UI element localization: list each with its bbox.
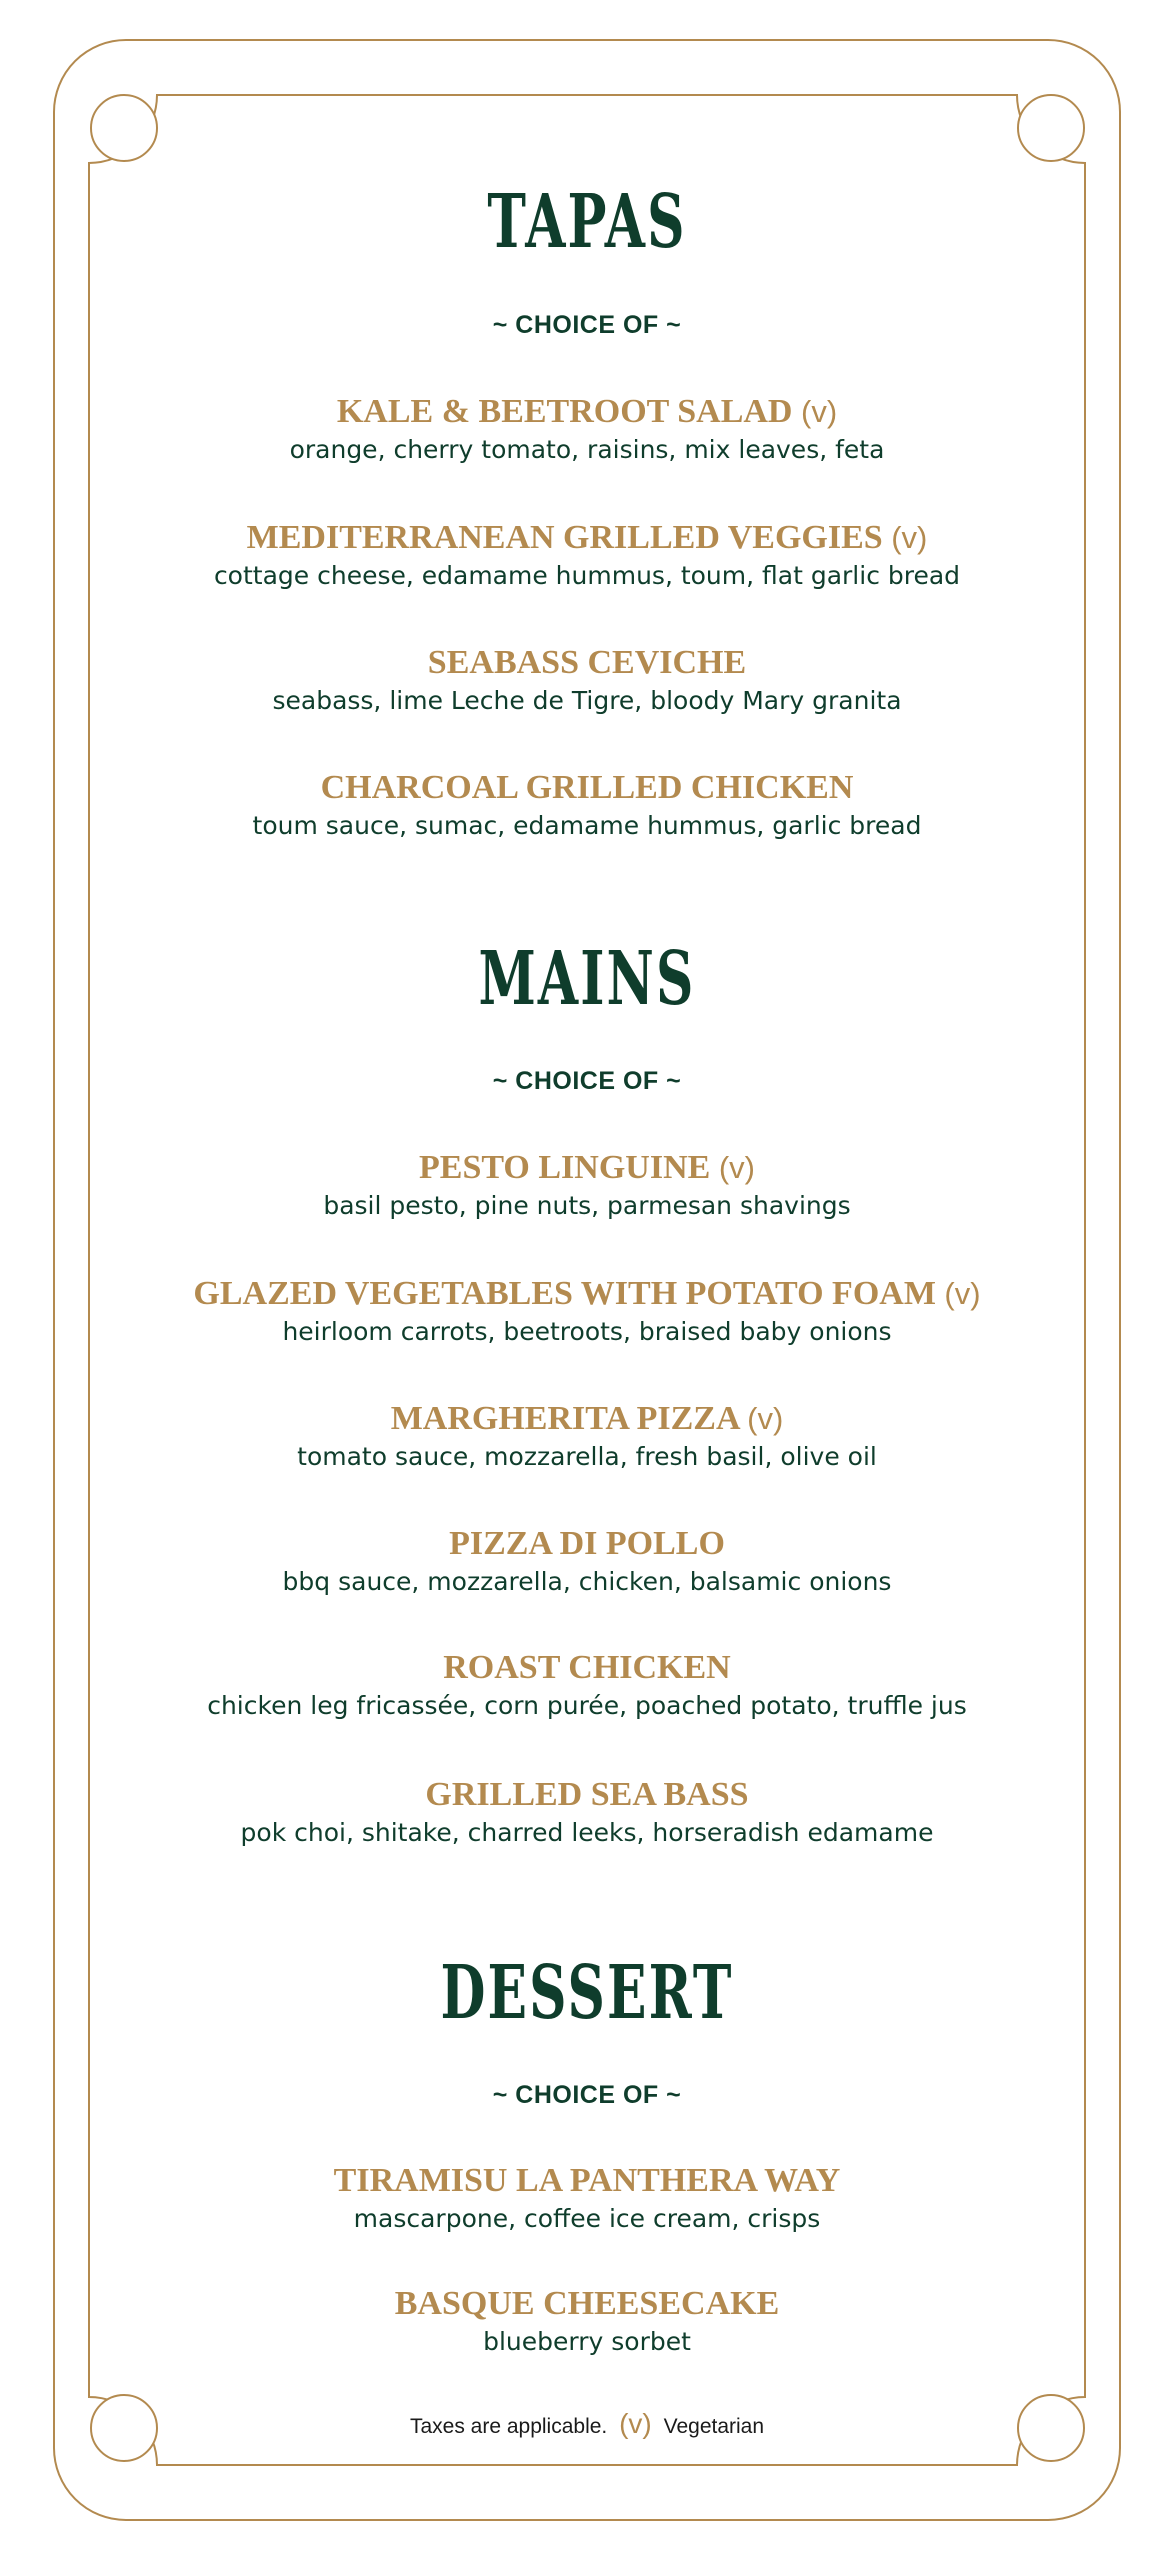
menu-item-description: orange, cherry tomato, raisins, mix leaves, feta [289,435,885,464]
menu-item-name [0,1651,1174,1685]
menu-item-name [0,1277,1174,1311]
dish-name: PESTO LINGUINE [419,1149,711,1186]
vegetarian-marker: (v) [891,520,928,555]
dish-name: TIRAMISU LA PANTHERA WAY [333,2162,841,2199]
choice-of-label: ~ CHOICE OF ~ [492,1067,682,1095]
menu-item-description: heirloom carrots, beetroots, braised baby onions [282,1317,892,1346]
menu-item-description: bbq sauce, mozzarella, chicken, balsamic onions [282,1567,892,1596]
menu-item-description: blueberry sorbet [483,2327,691,2356]
dish-name: MEDITERRANEAN GRILLED VEGGIES [246,519,883,556]
menu-item-name [0,1778,1174,1812]
menu-item-name [0,2287,1174,2321]
section-title: MAINS [478,936,696,1022]
menu-item-name [0,1151,1174,1185]
menu-item-description: toum sauce, sumac, edamame hummus, garlic bread [252,811,922,840]
section-title: TAPAS [487,179,687,265]
dish-name: BASQUE CHEESECAKE [394,2285,780,2322]
menu-item-description: basil pesto, pine nuts, parmesan shavings [323,1191,851,1220]
menu-item-name [0,1527,1174,1561]
menu-item-name [0,1402,1174,1436]
choice-of-label: ~ CHOICE OF ~ [492,311,682,339]
taxes-note: Taxes are applicable. [409,2415,608,2438]
dish-name: MARGHERITA PIZZA [390,1400,739,1437]
menu-item-name [0,771,1174,805]
menu-item-description: tomato sauce, mozzarella, fresh basil, olive oil [297,1442,877,1471]
dish-name: SEABASS CEVICHE [427,644,747,681]
section-title: DESSERT [440,1950,734,2036]
menu-item-description: mascarpone, coffee ice cream, crisps [353,2204,821,2233]
veg-label: Vegetarian [663,2415,765,2438]
menu-item-name [0,521,1174,555]
menu-item-description: pok choi, shitake, charred leeks, horseradish edamame [240,1818,934,1847]
dish-name: KALE & BEETROOT SALAD [336,393,793,430]
choice-of-label: ~ CHOICE OF ~ [492,2081,682,2109]
dish-name: PIZZA DI POLLO [449,1525,725,1562]
footer [0,2410,1174,2438]
dish-name: ROAST CHICKEN [443,1649,731,1686]
menu-item-name [0,395,1174,429]
vegetarian-marker: (v) [801,394,838,429]
menu-item-name [0,2164,1174,2198]
veg-symbol: (v) [619,2408,652,2439]
dish-name: GRILLED SEA BASS [425,1776,749,1813]
vegetarian-marker: (v) [944,1276,981,1311]
dish-name: CHARCOAL GRILLED CHICKEN [320,769,854,806]
menu-item-name [0,646,1174,680]
menu-item-description: cottage cheese, edamame hummus, toum, flat garlic bread [213,561,961,590]
menu-item-description: chicken leg fricassée, corn purée, poached potato, truffle jus [207,1691,967,1720]
vegetarian-marker: (v) [718,1150,755,1185]
dish-name: GLAZED VEGETABLES WITH POTATO FOAM [193,1275,936,1312]
vegetarian-marker: (v) [747,1401,784,1436]
menu-item-description: seabass, lime Leche de Tigre, bloody Mary granita [272,686,902,715]
